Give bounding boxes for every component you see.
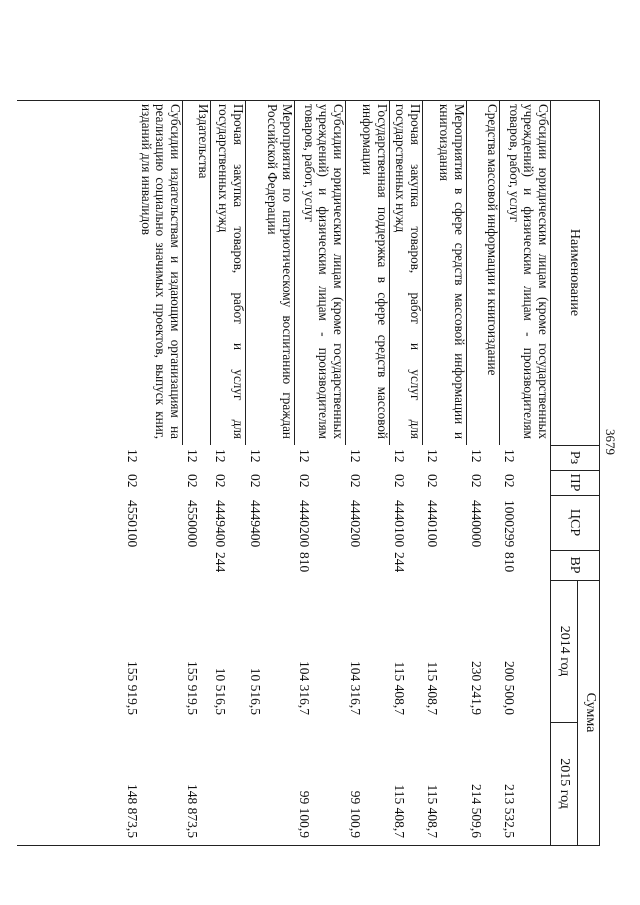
row-name: Субсидии юридическим лицам (кроме государственных учреждений) и физическим лицам - производителям товаров, работ, услуг <box>506 104 551 439</box>
row-name: Прочая закупка товаров, работ и услуг для государственных нужд <box>393 104 423 439</box>
row-csr: 4440100 <box>392 500 407 548</box>
row-2014: 200 500,0 <box>502 661 517 715</box>
table-top-border <box>599 100 600 845</box>
row-rz: 12 <box>425 449 440 463</box>
row-2015: 115 408,7 <box>392 784 407 838</box>
row-csr: 4550100 <box>125 500 140 548</box>
row-rz: 12 <box>185 449 200 463</box>
row-rz: 12 <box>502 449 517 463</box>
row-rz: 12 <box>297 449 312 463</box>
row-name: Мероприятия по патриотическому воспитанию граждан Российской Федерации <box>265 104 295 439</box>
row-2015: 214 509,6 <box>469 784 484 838</box>
row-rz: 12 <box>348 449 363 463</box>
row-vr: 244 <box>392 552 407 573</box>
row-2014: 10 516,5 <box>213 667 228 715</box>
row-csr: 4440200 <box>297 500 312 548</box>
row-name: Субсидии издательствам и издающим организациям на реализацию социально значимых проектов, выпуск книг, изданий для инвалидов <box>138 104 183 439</box>
header-csr: ЦСР <box>567 508 582 537</box>
header-pr: ПР <box>567 473 582 492</box>
row-2014: 230 241,9 <box>469 661 484 715</box>
row-rz: 12 <box>248 449 263 463</box>
row-name: Мероприятия в сфере средств массовой информации и книгоиздания <box>437 104 467 439</box>
page-number: 3679 <box>603 429 618 455</box>
row-2015: 148 873,5 <box>125 784 140 838</box>
row-csr: 4440100 <box>425 500 440 548</box>
row-csr: 4550000 <box>185 500 200 548</box>
row-2015: 148 873,5 <box>185 784 200 838</box>
header-sum: Сумма <box>583 692 598 733</box>
row-2014: 115 408,7 <box>392 661 407 715</box>
row-vr: 244 <box>213 552 228 573</box>
row-pr: 02 <box>502 474 517 488</box>
row-2014: 104 316,7 <box>348 661 363 715</box>
row-csr: 1000299 <box>502 500 517 548</box>
row-name: Государственная поддержка в сфере средств массовой информации <box>360 104 390 439</box>
row-pr: 02 <box>213 474 228 488</box>
row-name: Прочая закупка товаров, работ и услуг для государственных нужд <box>216 104 246 439</box>
row-rz: 12 <box>392 449 407 463</box>
row-pr: 02 <box>469 474 484 488</box>
row-vr: 810 <box>502 552 517 573</box>
row-2014: 155 919,5 <box>125 661 140 715</box>
header-year-2015: 2015 год <box>557 758 572 809</box>
row-csr: 4449400 <box>213 500 228 548</box>
row-2015: 99 100,9 <box>348 790 363 838</box>
sum-subheader-line <box>577 580 578 845</box>
row-pr: 02 <box>348 474 363 488</box>
table-left-border <box>17 100 600 101</box>
row-2014: 10 516,5 <box>248 667 263 715</box>
header-year-2014: 2014 год <box>557 625 572 677</box>
row-pr: 02 <box>425 474 440 488</box>
row-pr: 02 <box>185 474 200 488</box>
row-rz: 12 <box>469 449 484 463</box>
header-rz: Рз <box>567 450 582 465</box>
row-name: Субсидии юридическим лицам (кроме государственных учреждений) и физическим лицам - производителям товаров, работ, услуг <box>301 104 346 439</box>
row-csr: 4440200 <box>348 500 363 548</box>
row-rz: 12 <box>213 449 228 463</box>
row-2015: 115 408,7 <box>425 784 440 838</box>
row-csr: 4440000 <box>469 500 484 548</box>
row-pr: 02 <box>392 474 407 488</box>
row-pr: 02 <box>248 474 263 488</box>
row-vr: 810 <box>297 552 312 573</box>
row-csr: 4449400 <box>248 500 263 548</box>
row-2015: 213 532,5 <box>502 784 517 838</box>
table-right-border <box>17 845 600 846</box>
header-name: Наименование <box>567 228 582 317</box>
row-rz: 12 <box>125 449 140 463</box>
row-name: Издательства <box>196 104 211 179</box>
row-2014: 115 408,7 <box>425 661 440 715</box>
row-2014: 155 919,5 <box>185 661 200 715</box>
row-2014: 104 316,7 <box>297 661 312 715</box>
header-vr: ВР <box>567 556 582 574</box>
row-2015: 99 100,9 <box>297 790 312 838</box>
row-name: Средства массовой информации и книгоиздание <box>485 104 500 376</box>
row-pr: 02 <box>125 474 140 488</box>
row-pr: 02 <box>297 474 312 488</box>
